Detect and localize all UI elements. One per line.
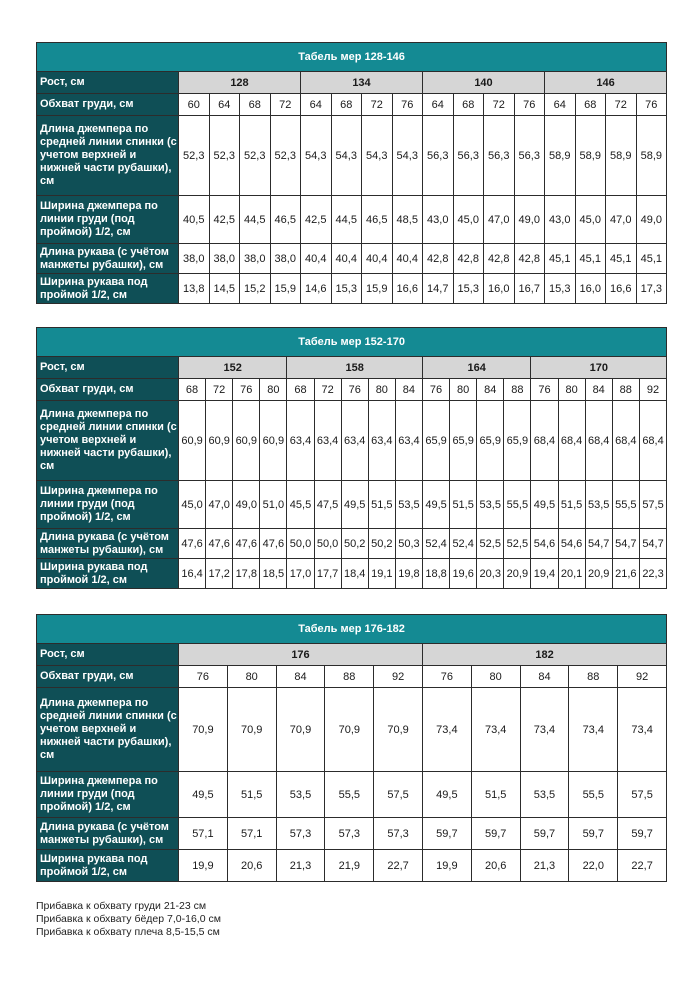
- note-shoulder-allowance: Прибавка к обхвату плеча 8,5-15,5 см: [36, 926, 220, 938]
- value-cell: 49,0: [514, 196, 545, 244]
- chest-cell: 64: [423, 94, 454, 116]
- value-cell: 47,0: [606, 196, 637, 244]
- chest-cell: 72: [270, 94, 301, 116]
- value-cell: 65,9: [450, 401, 477, 481]
- value-cell: 17,8: [233, 559, 260, 589]
- chest-cell: 72: [484, 94, 515, 116]
- value-cell: 22,0: [569, 850, 618, 882]
- row-label-length: Длина джемпера по средней линии спинки (с учетом верхней и нижней части рубашки), см: [37, 688, 179, 772]
- value-cell: 49,5: [422, 772, 471, 818]
- value-cell: 17,3: [636, 274, 667, 304]
- table-title-row: [37, 43, 667, 72]
- row-sleeve-width: [37, 850, 667, 882]
- value-cell: 49,5: [531, 481, 558, 529]
- value-cell: 20,1: [558, 559, 585, 589]
- chest-cell: 76: [531, 379, 558, 401]
- value-cell: 14,5: [209, 274, 240, 304]
- value-cell: 49,5: [341, 481, 368, 529]
- value-cell: 60,9: [179, 401, 206, 481]
- value-cell: 54,3: [301, 116, 332, 196]
- chest-cell: 80: [450, 379, 477, 401]
- chest-cell: 72: [606, 94, 637, 116]
- chest-cell: 64: [545, 94, 576, 116]
- chest-cell: 76: [422, 666, 471, 688]
- size-table-152-170: [36, 327, 666, 589]
- note-chest-allowance: Прибавка к обхвату груди 21-23 см: [36, 900, 207, 912]
- value-cell: 73,4: [618, 688, 667, 772]
- table-title-row: [37, 615, 667, 644]
- value-cell: 52,5: [477, 529, 504, 559]
- value-cell: 16,0: [484, 274, 515, 304]
- value-cell: 40,4: [331, 244, 362, 274]
- value-cell: 65,9: [504, 401, 531, 481]
- value-cell: 46,5: [270, 196, 301, 244]
- value-cell: 57,5: [374, 772, 423, 818]
- value-cell: 70,9: [227, 688, 276, 772]
- value-cell: 56,3: [423, 116, 454, 196]
- value-cell: 45,1: [575, 244, 606, 274]
- row-label-width: Ширина джемпера по линии груди (под проймой) 1/2, см: [37, 196, 179, 244]
- value-cell: 20,6: [471, 850, 520, 882]
- value-cell: 73,4: [569, 688, 618, 772]
- row-chest: [37, 94, 667, 116]
- value-cell: 38,0: [179, 244, 210, 274]
- chest-cell: 76: [179, 666, 228, 688]
- chest-cell: 72: [206, 379, 233, 401]
- chest-cell: 80: [260, 379, 287, 401]
- height-group: 176: [179, 644, 423, 666]
- chest-cell: 76: [422, 379, 449, 401]
- value-cell: 56,3: [484, 116, 515, 196]
- value-cell: 73,4: [422, 688, 471, 772]
- value-cell: 48,5: [392, 196, 423, 244]
- value-cell: 52,5: [504, 529, 531, 559]
- value-cell: 40,4: [392, 244, 423, 274]
- value-cell: 52,4: [450, 529, 477, 559]
- value-cell: 49,0: [233, 481, 260, 529]
- value-cell: 21,3: [276, 850, 325, 882]
- value-cell: 40,5: [179, 196, 210, 244]
- chest-cell: 92: [639, 379, 666, 401]
- value-cell: 57,1: [179, 818, 228, 850]
- value-cell: 43,0: [545, 196, 576, 244]
- chest-cell: 84: [395, 379, 422, 401]
- value-cell: 54,7: [585, 529, 612, 559]
- value-cell: 22,3: [639, 559, 666, 589]
- value-cell: 45,1: [545, 244, 576, 274]
- chest-cell: 84: [276, 666, 325, 688]
- value-cell: 47,6: [233, 529, 260, 559]
- value-cell: 52,3: [270, 116, 301, 196]
- value-cell: 56,3: [514, 116, 545, 196]
- value-cell: 59,7: [520, 818, 569, 850]
- height-group: 152: [179, 357, 287, 379]
- value-cell: 68,4: [639, 401, 666, 481]
- chest-cell: 80: [558, 379, 585, 401]
- row-label-chest: Обхват груди, см: [37, 666, 179, 688]
- value-cell: 63,4: [395, 401, 422, 481]
- value-cell: 45,5: [287, 481, 314, 529]
- row-height: [37, 72, 667, 94]
- height-group: 158: [287, 357, 423, 379]
- value-cell: 45,1: [606, 244, 637, 274]
- value-cell: 16,7: [514, 274, 545, 304]
- chest-cell: 72: [362, 94, 393, 116]
- chest-cell: 92: [374, 666, 423, 688]
- value-cell: 20,6: [227, 850, 276, 882]
- chest-cell: 84: [477, 379, 504, 401]
- value-cell: 45,1: [636, 244, 667, 274]
- value-cell: 51,0: [260, 481, 287, 529]
- value-cell: 54,3: [392, 116, 423, 196]
- value-cell: 57,3: [325, 818, 374, 850]
- height-group: 140: [423, 72, 545, 94]
- value-cell: 49,5: [179, 772, 228, 818]
- value-cell: 40,4: [301, 244, 332, 274]
- value-cell: 19,4: [531, 559, 558, 589]
- value-cell: 55,5: [569, 772, 618, 818]
- value-cell: 15,9: [362, 274, 393, 304]
- value-cell: 45,0: [179, 481, 206, 529]
- value-cell: 50,0: [287, 529, 314, 559]
- allowance-notes: [36, 900, 221, 939]
- value-cell: 20,9: [504, 559, 531, 589]
- value-cell: 50,3: [395, 529, 422, 559]
- chest-cell: 68: [179, 379, 206, 401]
- chest-cell: 76: [341, 379, 368, 401]
- value-cell: 38,0: [209, 244, 240, 274]
- value-cell: 54,7: [639, 529, 666, 559]
- row-jumper-width: [37, 196, 667, 244]
- value-cell: 70,9: [276, 688, 325, 772]
- row-jumper-length: [37, 401, 667, 481]
- value-cell: 57,5: [639, 481, 666, 529]
- value-cell: 60,9: [233, 401, 260, 481]
- value-cell: 55,5: [504, 481, 531, 529]
- chest-cell: 76: [392, 94, 423, 116]
- height-group: 146: [545, 72, 667, 94]
- value-cell: 54,3: [331, 116, 362, 196]
- value-cell: 17,2: [206, 559, 233, 589]
- value-cell: 19,9: [179, 850, 228, 882]
- size-table-176-182: [36, 614, 666, 882]
- value-cell: 18,5: [260, 559, 287, 589]
- row-sleeve-width: [37, 274, 667, 304]
- value-cell: 56,3: [453, 116, 484, 196]
- table-title: Табель мер 176-182: [37, 615, 667, 644]
- value-cell: 18,8: [422, 559, 449, 589]
- value-cell: 63,4: [287, 401, 314, 481]
- row-label-sleeve-width: Ширина рукава под проймой 1/2, см: [37, 559, 179, 589]
- value-cell: 44,5: [240, 196, 271, 244]
- chest-cell: 88: [569, 666, 618, 688]
- row-label-length: Длина джемпера по средней линии спинки (с учетом верхней и нижней части рубашки), см: [37, 401, 179, 481]
- value-cell: 44,5: [331, 196, 362, 244]
- value-cell: 53,5: [395, 481, 422, 529]
- size-table: [36, 327, 667, 589]
- height-group: 134: [301, 72, 423, 94]
- row-label-length: Длина джемпера по средней линии спинки (с учетом верхней и нижней части рубашки), см: [37, 116, 179, 196]
- value-cell: 60,9: [260, 401, 287, 481]
- value-cell: 52,3: [240, 116, 271, 196]
- value-cell: 53,5: [477, 481, 504, 529]
- row-sleeve-length: [37, 818, 667, 850]
- table-title: Табель мер 128-146: [37, 43, 667, 72]
- value-cell: 14,6: [301, 274, 332, 304]
- chest-cell: 68: [240, 94, 271, 116]
- value-cell: 20,9: [585, 559, 612, 589]
- value-cell: 51,5: [471, 772, 520, 818]
- value-cell: 54,6: [558, 529, 585, 559]
- value-cell: 47,6: [179, 529, 206, 559]
- value-cell: 57,3: [276, 818, 325, 850]
- value-cell: 55,5: [612, 481, 639, 529]
- value-cell: 58,9: [575, 116, 606, 196]
- value-cell: 19,9: [422, 850, 471, 882]
- row-sleeve-length: [37, 244, 667, 274]
- value-cell: 42,5: [301, 196, 332, 244]
- chest-cell: 64: [209, 94, 240, 116]
- value-cell: 16,0: [575, 274, 606, 304]
- value-cell: 40,4: [362, 244, 393, 274]
- row-height: [37, 357, 667, 379]
- value-cell: 50,0: [314, 529, 341, 559]
- value-cell: 59,7: [618, 818, 667, 850]
- value-cell: 21,6: [612, 559, 639, 589]
- value-cell: 50,2: [368, 529, 395, 559]
- row-label-chest: Обхват груди, см: [37, 94, 179, 116]
- value-cell: 21,3: [520, 850, 569, 882]
- value-cell: 46,5: [362, 196, 393, 244]
- value-cell: 49,0: [636, 196, 667, 244]
- chest-cell: 76: [233, 379, 260, 401]
- value-cell: 51,5: [450, 481, 477, 529]
- value-cell: 22,7: [374, 850, 423, 882]
- chest-cell: 64: [301, 94, 332, 116]
- height-group: 128: [179, 72, 301, 94]
- value-cell: 59,7: [422, 818, 471, 850]
- value-cell: 57,1: [227, 818, 276, 850]
- table-title-row: [37, 328, 667, 357]
- height-group: 164: [422, 357, 530, 379]
- height-group: 170: [531, 357, 667, 379]
- value-cell: 14,7: [423, 274, 454, 304]
- size-table-128-146: [36, 42, 666, 304]
- value-cell: 45,0: [575, 196, 606, 244]
- value-cell: 52,3: [209, 116, 240, 196]
- value-cell: 47,5: [314, 481, 341, 529]
- chest-cell: 80: [471, 666, 520, 688]
- value-cell: 47,0: [206, 481, 233, 529]
- value-cell: 52,3: [179, 116, 210, 196]
- value-cell: 57,5: [618, 772, 667, 818]
- value-cell: 57,3: [374, 818, 423, 850]
- chest-cell: 68: [331, 94, 362, 116]
- value-cell: 51,5: [368, 481, 395, 529]
- value-cell: 15,9: [270, 274, 301, 304]
- row-sleeve-length: [37, 529, 667, 559]
- row-label-height: Рост, см: [37, 72, 179, 94]
- value-cell: 55,5: [325, 772, 374, 818]
- chest-cell: 84: [520, 666, 569, 688]
- value-cell: 19,6: [450, 559, 477, 589]
- value-cell: 53,5: [520, 772, 569, 818]
- chest-cell: 88: [325, 666, 374, 688]
- height-group: 182: [422, 644, 666, 666]
- value-cell: 52,4: [422, 529, 449, 559]
- value-cell: 63,4: [314, 401, 341, 481]
- value-cell: 45,0: [453, 196, 484, 244]
- value-cell: 22,7: [618, 850, 667, 882]
- row-jumper-length: [37, 116, 667, 196]
- value-cell: 58,9: [545, 116, 576, 196]
- value-cell: 58,9: [636, 116, 667, 196]
- chest-cell: 68: [287, 379, 314, 401]
- value-cell: 15,3: [545, 274, 576, 304]
- row-height: [37, 644, 667, 666]
- value-cell: 73,4: [471, 688, 520, 772]
- row-label-width: Ширина джемпера по линии груди (под проймой) 1/2, см: [37, 772, 179, 818]
- value-cell: 68,4: [531, 401, 558, 481]
- chest-cell: 88: [504, 379, 531, 401]
- row-label-height: Рост, см: [37, 357, 179, 379]
- row-jumper-width: [37, 481, 667, 529]
- row-chest: [37, 379, 667, 401]
- row-chest: [37, 666, 667, 688]
- value-cell: 42,8: [514, 244, 545, 274]
- chest-cell: 72: [314, 379, 341, 401]
- chest-cell: 80: [368, 379, 395, 401]
- chest-cell: 68: [453, 94, 484, 116]
- value-cell: 63,4: [368, 401, 395, 481]
- row-jumper-width: [37, 772, 667, 818]
- chest-cell: 92: [618, 666, 667, 688]
- value-cell: 50,2: [341, 529, 368, 559]
- value-cell: 58,9: [606, 116, 637, 196]
- row-label-sleeve-length: Длина рукава (с учётом манжеты рубашки), см: [37, 818, 179, 850]
- value-cell: 43,0: [423, 196, 454, 244]
- value-cell: 53,5: [276, 772, 325, 818]
- size-table: [36, 42, 667, 304]
- value-cell: 15,3: [453, 274, 484, 304]
- value-cell: 38,0: [240, 244, 271, 274]
- row-sleeve-width: [37, 559, 667, 589]
- value-cell: 70,9: [374, 688, 423, 772]
- row-label-height: Рост, см: [37, 644, 179, 666]
- row-label-chest: Обхват груди, см: [37, 379, 179, 401]
- value-cell: 42,8: [453, 244, 484, 274]
- value-cell: 16,4: [179, 559, 206, 589]
- chest-cell: 88: [612, 379, 639, 401]
- value-cell: 51,5: [227, 772, 276, 818]
- value-cell: 49,5: [422, 481, 449, 529]
- value-cell: 60,9: [206, 401, 233, 481]
- row-label-sleeve-length: Длина рукава (с учётом манжеты рубашки), см: [37, 244, 179, 274]
- row-label-sleeve-width: Ширина рукава под проймой 1/2, см: [37, 850, 179, 882]
- value-cell: 19,8: [395, 559, 422, 589]
- value-cell: 68,4: [558, 401, 585, 481]
- size-table: [36, 614, 667, 882]
- row-label-width: Ширина джемпера по линии груди (под проймой) 1/2, см: [37, 481, 179, 529]
- value-cell: 42,8: [484, 244, 515, 274]
- value-cell: 59,7: [569, 818, 618, 850]
- chest-cell: 84: [585, 379, 612, 401]
- value-cell: 42,5: [209, 196, 240, 244]
- chest-cell: 68: [575, 94, 606, 116]
- value-cell: 19,1: [368, 559, 395, 589]
- value-cell: 16,6: [392, 274, 423, 304]
- value-cell: 65,9: [422, 401, 449, 481]
- value-cell: 54,7: [612, 529, 639, 559]
- value-cell: 17,0: [287, 559, 314, 589]
- value-cell: 59,7: [471, 818, 520, 850]
- table-title: Табель мер 152-170: [37, 328, 667, 357]
- value-cell: 70,9: [179, 688, 228, 772]
- value-cell: 15,2: [240, 274, 271, 304]
- value-cell: 13,8: [179, 274, 210, 304]
- row-jumper-length: [37, 688, 667, 772]
- value-cell: 20,3: [477, 559, 504, 589]
- note-hips-allowance: Прибавка к обхвату бёдер 7,0-16,0 см: [36, 913, 221, 925]
- chest-cell: 76: [514, 94, 545, 116]
- value-cell: 47,0: [484, 196, 515, 244]
- value-cell: 42,8: [423, 244, 454, 274]
- chest-cell: 60: [179, 94, 210, 116]
- value-cell: 18,4: [341, 559, 368, 589]
- value-cell: 73,4: [520, 688, 569, 772]
- value-cell: 38,0: [270, 244, 301, 274]
- chest-cell: 76: [636, 94, 667, 116]
- row-label-sleeve-length: Длина рукава (с учётом манжеты рубашки), см: [37, 529, 179, 559]
- value-cell: 70,9: [325, 688, 374, 772]
- value-cell: 53,5: [585, 481, 612, 529]
- value-cell: 17,7: [314, 559, 341, 589]
- value-cell: 51,5: [558, 481, 585, 529]
- value-cell: 68,4: [612, 401, 639, 481]
- value-cell: 16,6: [606, 274, 637, 304]
- value-cell: 68,4: [585, 401, 612, 481]
- value-cell: 21,9: [325, 850, 374, 882]
- value-cell: 47,6: [260, 529, 287, 559]
- value-cell: 15,3: [331, 274, 362, 304]
- value-cell: 47,6: [206, 529, 233, 559]
- value-cell: 65,9: [477, 401, 504, 481]
- value-cell: 54,3: [362, 116, 393, 196]
- value-cell: 54,6: [531, 529, 558, 559]
- row-label-sleeve-width: Ширина рукава под проймой 1/2, см: [37, 274, 179, 304]
- chest-cell: 80: [227, 666, 276, 688]
- value-cell: 63,4: [341, 401, 368, 481]
